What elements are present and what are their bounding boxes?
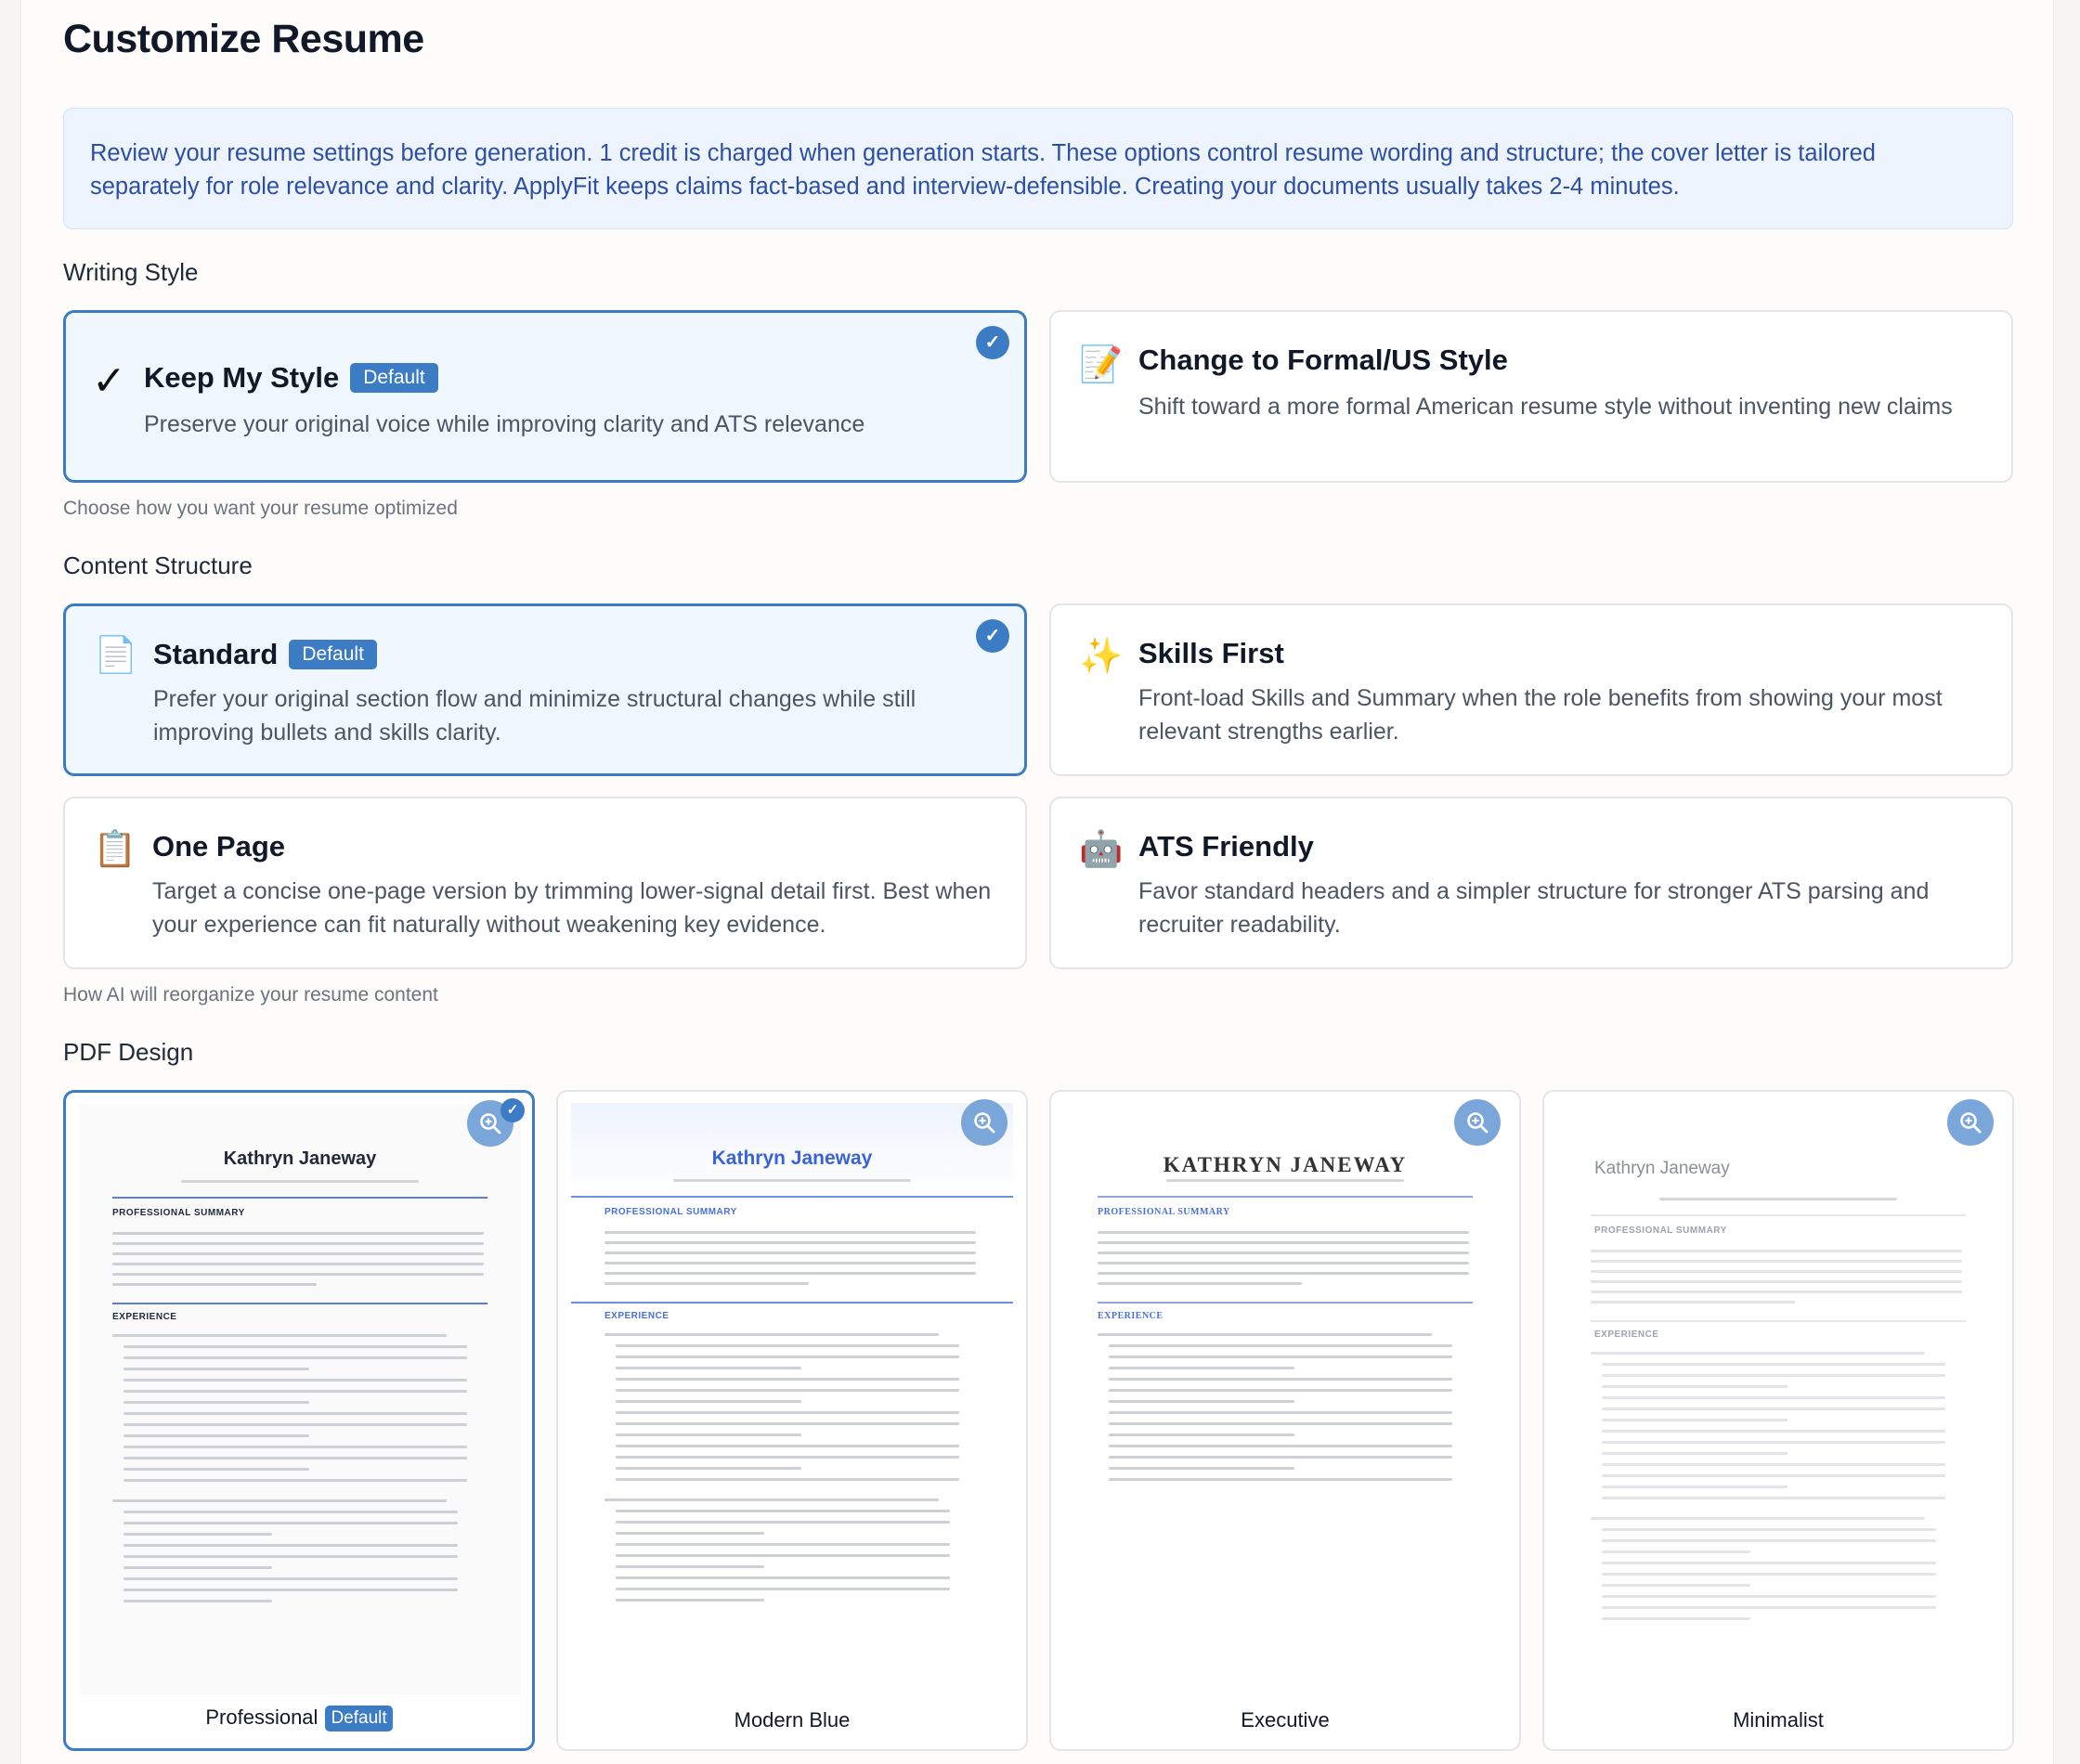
- preview-text-line: [124, 1434, 309, 1437]
- preview-text-line: [124, 1368, 309, 1370]
- option-description: Favor standard headers and a simpler structure for stronger ATS parsing and recruiter readability.: [1138, 878, 1930, 938]
- preview-text-line: [124, 1356, 467, 1359]
- structure-ats-friendly[interactable]: [1049, 797, 2013, 969]
- preview-text-line: [112, 1334, 447, 1337]
- checkmark-icon: ✓: [92, 358, 126, 404]
- preview-divider: [571, 1196, 1013, 1198]
- preview-section-heading: EXPERIENCE: [1098, 1311, 1164, 1321]
- preview-text-line: [616, 1422, 959, 1425]
- preview-text-line: [604, 1252, 976, 1254]
- preview-text-line: [1591, 1301, 1795, 1304]
- preview-divider: [1591, 1214, 1966, 1216]
- preview-text-line: [1109, 1467, 1294, 1470]
- preview-text-line: [616, 1433, 801, 1436]
- preview-text-line: [1109, 1411, 1452, 1414]
- preview-text-line: [112, 1263, 484, 1265]
- preview-text-line: [1591, 1250, 1962, 1252]
- preview-text-line: [1602, 1474, 1945, 1477]
- preview-text-line: [616, 1367, 801, 1369]
- preview-text-line: [1591, 1260, 1962, 1263]
- preview-text-line: [616, 1588, 950, 1590]
- default-badge: Default: [289, 640, 377, 669]
- preview-text-line: [112, 1232, 484, 1235]
- preview-text-line: [112, 1242, 484, 1245]
- preview-text-line: [1602, 1463, 1945, 1466]
- preview-divider: [1098, 1302, 1473, 1304]
- preview-text-line: [616, 1576, 950, 1579]
- preview-text-line: [604, 1231, 976, 1234]
- option-title: Keep My Style Default: [144, 361, 438, 395]
- preview-text-line: [124, 1446, 467, 1448]
- preview-text-line: [1591, 1270, 1962, 1273]
- preview-text-line: [1602, 1396, 1945, 1399]
- preview-divider: [112, 1197, 488, 1199]
- preview-text-line: [1109, 1445, 1452, 1447]
- pdf-design-name: Executive: [1241, 1708, 1330, 1732]
- preview-text-line: [124, 1600, 272, 1602]
- option-description: Target a concise one-page version by trimming lower-signal detail first. Best when your experience can fit naturally without weakening key evidence.: [152, 878, 992, 938]
- preview-text-line: [124, 1479, 467, 1482]
- pdf-design-professional[interactable]: [63, 1090, 535, 1751]
- preview-text-line: [124, 1345, 467, 1348]
- pdf-design-name: Modern Blue: [734, 1708, 851, 1732]
- preview-text-line: [1602, 1606, 1936, 1609]
- preview-text-line: [1098, 1282, 1302, 1285]
- preview-text-line: [124, 1522, 458, 1524]
- document-icon: 📄: [94, 636, 138, 675]
- writing-style-helper: Choose how you want your resume optimized: [63, 498, 458, 519]
- preview-text-line: [1591, 1291, 1962, 1293]
- preview-text-line: [604, 1272, 976, 1275]
- preview-text-line: [1109, 1400, 1294, 1403]
- writing-style-label: Writing Style: [63, 258, 199, 286]
- preview-text-line: [1591, 1517, 1925, 1520]
- preview-text-line: [1098, 1252, 1469, 1254]
- preview-text-line: [604, 1262, 976, 1265]
- preview-text-line: [1109, 1456, 1452, 1459]
- preview-text-line: [616, 1521, 950, 1524]
- preview-text-line: [604, 1498, 939, 1501]
- preview-text-line: [1109, 1478, 1452, 1481]
- preview-section-heading: EXPERIENCE: [112, 1312, 177, 1322]
- preview-text-line: [1602, 1430, 1945, 1433]
- preview-text-line: [604, 1333, 939, 1336]
- zoom-preview-icon[interactable]: [1454, 1099, 1501, 1146]
- preview-text-line: [1602, 1452, 1788, 1455]
- preview-text-line: [616, 1478, 959, 1481]
- preview-text-line: [1109, 1344, 1452, 1347]
- preview-text-line: [124, 1457, 467, 1459]
- preview-text-line: [616, 1565, 764, 1568]
- preview-text-line: [1602, 1550, 1750, 1553]
- pdf-design-executive[interactable]: [1049, 1090, 1521, 1751]
- preview-text-line: [1602, 1441, 1945, 1444]
- preview-text-line: [124, 1555, 458, 1558]
- preview-text-line: [1109, 1422, 1452, 1425]
- default-badge: Default: [350, 363, 438, 393]
- preview-text-line: [616, 1389, 959, 1392]
- preview-text-line: [616, 1467, 801, 1470]
- preview-text-line: [1098, 1272, 1469, 1275]
- preview-text-line: [616, 1411, 959, 1414]
- default-badge: Default: [325, 1706, 392, 1732]
- preview-name: Kathryn Janeway: [223, 1148, 377, 1169]
- selected-check-icon: ✓: [976, 619, 1009, 653]
- page-title: Customize Resume: [63, 17, 424, 61]
- robot-icon: 🤖: [1079, 830, 1124, 869]
- preview-text-line: [1098, 1241, 1469, 1244]
- preview-text-line: [124, 1566, 272, 1569]
- preview-name: Kathryn Janeway: [711, 1148, 873, 1169]
- preview-text-line: [1591, 1280, 1962, 1283]
- preview-text-line: [1602, 1584, 1750, 1587]
- preview-text-line: [112, 1273, 484, 1276]
- preview-text-line: [1098, 1262, 1469, 1265]
- preview-text-line: [1109, 1367, 1294, 1369]
- option-description: Front-load Skills and Summary when the role benefits from showing your most relevant strengths earlier.: [1138, 685, 1943, 745]
- preview-text-line: [1602, 1485, 1788, 1488]
- preview-text-line: [1602, 1374, 1945, 1377]
- zoom-preview-icon[interactable]: [961, 1099, 1008, 1146]
- pdf-design-label: PDF Design: [63, 1038, 194, 1066]
- preview-text-line: [1602, 1617, 1750, 1620]
- preview-text-line: [616, 1599, 764, 1602]
- preview-text-line: [124, 1423, 467, 1426]
- preview-text-line: [124, 1544, 458, 1547]
- preview-text-line: [124, 1379, 467, 1381]
- preview-text-line: [124, 1589, 458, 1591]
- resume-preview-thumbnail: [79, 1104, 521, 1694]
- option-description: Prefer your original section flow and minimize structural changes while still improving bullets and skills clarity.: [153, 686, 916, 746]
- preview-text-line: [1098, 1231, 1469, 1234]
- pdf-design-name: Minimalist: [1733, 1708, 1824, 1732]
- preview-text-line: [1602, 1363, 1945, 1366]
- sparkles-icon: ✨: [1079, 637, 1124, 676]
- resume-preview-thumbnail: [1064, 1103, 1506, 1693]
- preview-text-line: [604, 1241, 976, 1244]
- preview-text-line: [1602, 1595, 1936, 1598]
- preview-text-line: [181, 1180, 419, 1183]
- writing-style-keep-my-style[interactable]: [63, 310, 1027, 483]
- preview-text-line: [112, 1283, 317, 1286]
- preview-text-line: [616, 1355, 959, 1358]
- resume-preview-thumbnail: [1557, 1103, 1999, 1693]
- pdf-design-name: Professional Default: [66, 1706, 532, 1732]
- preview-divider: [112, 1303, 488, 1304]
- preview-text-line: [1659, 1198, 1897, 1200]
- preview-text-line: [604, 1282, 809, 1285]
- content-structure-label: Content Structure: [63, 551, 253, 579]
- selected-check-icon: ✓: [976, 326, 1009, 359]
- preview-text-line: [124, 1533, 272, 1536]
- option-title: ATS Friendly: [1138, 830, 1314, 863]
- preview-divider: [1591, 1320, 1966, 1322]
- preview-text-line: [616, 1344, 959, 1347]
- structure-standard[interactable]: [63, 603, 1027, 776]
- clipboard-icon: 📋: [93, 830, 137, 869]
- preview-name: KATHRYN JANEWAY: [1163, 1153, 1408, 1176]
- preview-text-line: [112, 1499, 447, 1502]
- preview-text-line: [1591, 1352, 1925, 1355]
- preview-text-line: [1109, 1355, 1452, 1358]
- preview-section-heading: PROFESSIONAL SUMMARY: [1594, 1226, 1727, 1236]
- info-banner: Review your resume settings before generation. 1 credit is charged when generation starts. These options control resume wording and structure; the cover letter is tailored separately for role relevance and clarity. ApplyFit keeps claims fact-based and interview-defensible. Creating your documents usually takes 2-4 minutes.: [63, 108, 2013, 229]
- option-title: Change to Formal/US Style: [1138, 344, 1508, 376]
- preview-text-line: [616, 1554, 950, 1557]
- preview-text-line: [673, 1179, 911, 1182]
- writing-style-formal-us[interactable]: [1049, 310, 2013, 483]
- preview-divider: [571, 1302, 1013, 1304]
- preview-text-line: [124, 1390, 467, 1393]
- preview-text-line: [1602, 1528, 1936, 1531]
- option-description: Preserve your original voice while improving clarity and ATS relevance: [144, 411, 865, 437]
- selected-check-icon: ✓: [500, 1098, 525, 1122]
- structure-skills-first[interactable]: [1049, 603, 2013, 776]
- content-structure-helper: How AI will reorganize your resume content: [63, 984, 438, 1005]
- preview-section-heading: EXPERIENCE: [1594, 1329, 1659, 1340]
- preview-text-line: [1602, 1385, 1788, 1388]
- option-title: One Page: [152, 830, 285, 863]
- preview-text-line: [124, 1577, 458, 1580]
- page-container: [20, 0, 2054, 1764]
- preview-text-line: [1109, 1433, 1294, 1436]
- preview-text-line: [124, 1401, 309, 1404]
- preview-text-line: [1109, 1378, 1452, 1381]
- preview-divider: [1098, 1196, 1473, 1198]
- preview-text-line: [1109, 1389, 1452, 1392]
- preview-text-line: [616, 1456, 959, 1459]
- memo-icon: 📝: [1079, 345, 1124, 384]
- resume-preview-thumbnail: [571, 1103, 1013, 1693]
- preview-text-line: [616, 1510, 950, 1512]
- preview-text-line: [1602, 1539, 1936, 1542]
- preview-text-line: [1602, 1407, 1945, 1410]
- preview-text-line: [1602, 1497, 1945, 1499]
- preview-section-heading: EXPERIENCE: [604, 1311, 670, 1321]
- preview-text-line: [112, 1252, 484, 1255]
- pdf-design-minimalist[interactable]: [1542, 1090, 2014, 1751]
- option-description: Shift toward a more formal American resume style without inventing new claims: [1138, 394, 1953, 420]
- preview-text-line: [616, 1532, 764, 1535]
- zoom-preview-icon[interactable]: [1947, 1099, 1994, 1146]
- preview-section-heading: PROFESSIONAL SUMMARY: [1098, 1207, 1230, 1217]
- preview-text-line: [616, 1400, 801, 1403]
- preview-text-line: [124, 1468, 309, 1471]
- structure-one-page[interactable]: [63, 797, 1027, 969]
- preview-text-line: [616, 1543, 950, 1546]
- preview-text-line: [1602, 1573, 1936, 1576]
- preview-text-line: [124, 1412, 467, 1415]
- option-title: Skills First: [1138, 637, 1284, 669]
- preview-section-heading: PROFESSIONAL SUMMARY: [604, 1207, 737, 1217]
- preview-section-heading: PROFESSIONAL SUMMARY: [112, 1208, 245, 1218]
- preview-name: Kathryn Janeway: [1594, 1159, 1730, 1178]
- preview-text-line: [1166, 1179, 1404, 1182]
- preview-text-line: [1602, 1419, 1788, 1421]
- preview-text-line: [1602, 1562, 1936, 1564]
- preview-text-line: [616, 1445, 959, 1447]
- preview-text-line: [124, 1511, 458, 1513]
- preview-text-line: [616, 1378, 959, 1381]
- preview-text-line: [1098, 1333, 1432, 1336]
- option-title: Standard Default: [153, 638, 377, 671]
- pdf-design-modern-blue[interactable]: [556, 1090, 1028, 1751]
